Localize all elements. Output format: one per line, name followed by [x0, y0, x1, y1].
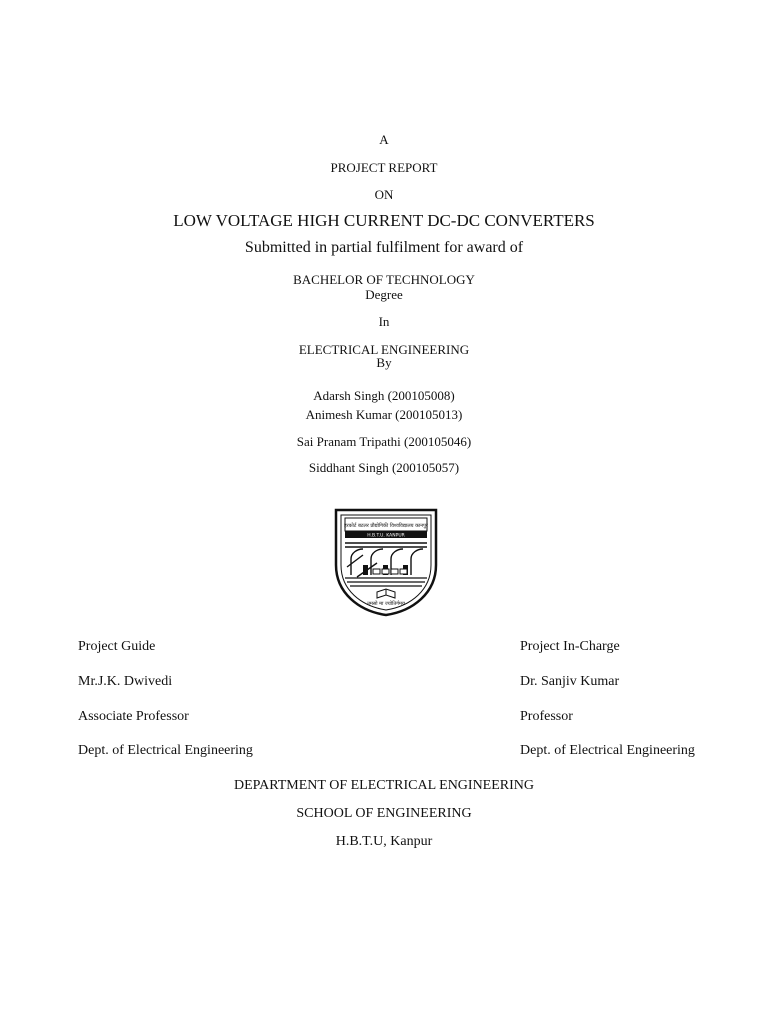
incharge-dept: Dept. of Electrical Engineering	[520, 743, 695, 758]
department-name: DEPARTMENT OF ELECTRICAL ENGINEERING	[233, 778, 535, 793]
student-name: Animesh Kumar (200105013)	[305, 407, 463, 422]
submitted-line: Submitted in partial fulfilment for award of	[244, 239, 524, 256]
report-title: LOW VOLTAGE HIGH CURRENT DC-DC CONVERTERS	[173, 211, 595, 230]
article-a: A	[379, 132, 389, 147]
crest-band-text: H.B.T.U. KANPUR	[367, 533, 405, 539]
by-word: By	[376, 355, 392, 370]
school-name: SCHOOL OF ENGINEERING	[296, 806, 472, 821]
degree-name: BACHELOR OF TECHNOLOGY	[293, 272, 475, 287]
doc-type: PROJECT REPORT	[330, 160, 438, 175]
incharge-role: Project In-Charge	[520, 639, 620, 654]
student-name: Siddhant Singh (200105057)	[308, 460, 460, 475]
incharge-designation: Professor	[520, 709, 573, 724]
crest-graphic	[333, 507, 439, 617]
guide-dept: Dept. of Electrical Engineering	[78, 743, 253, 758]
student-name: Adarsh Singh (200105008)	[313, 388, 455, 403]
university-name: H.B.T.U, Kanpur	[335, 834, 433, 849]
incharge-name: Dr. Sanjiv Kumar	[520, 674, 620, 689]
university-crest-icon	[333, 507, 439, 617]
degree-word: Degree	[365, 287, 403, 302]
crest-banner-text: हरकोर्ट बटलर प्रौद्योगिकी विश्वविद्यालय कानपुर	[344, 523, 428, 529]
in-word: In	[378, 314, 390, 329]
branch-name: ELECTRICAL ENGINEERING	[298, 342, 470, 357]
student-name: Sai Pranam Tripathi (200105046)	[296, 434, 472, 449]
guide-designation: Associate Professor	[78, 709, 189, 724]
guide-role: Project Guide	[78, 639, 156, 654]
guide-name: Mr.J.K. Dwivedi	[78, 674, 173, 689]
on-word: ON	[374, 187, 394, 202]
crest-motto: तमसो मा ज्योतिर्गमय	[367, 601, 405, 607]
